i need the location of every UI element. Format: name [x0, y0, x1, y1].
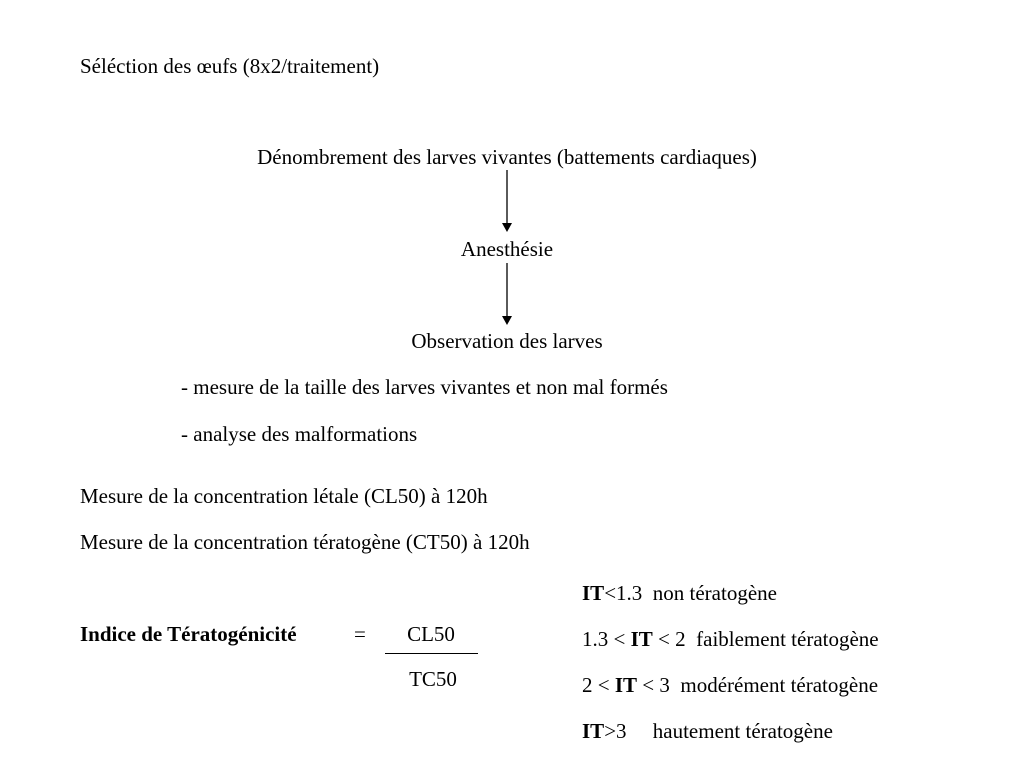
flow-step-anesthesia: Anesthésie	[460, 237, 554, 261]
index-label: Indice de Tératogénicité	[80, 622, 297, 646]
fraction-line	[385, 653, 478, 654]
arrow-down-icon	[500, 263, 514, 327]
classification-item: IT<1.3 non tératogène	[582, 581, 777, 605]
flow-step-observation: Observation des larves	[411, 329, 603, 353]
fraction-numerator: CL50	[407, 622, 455, 646]
measure-teratogenic: Mesure de la concentration tératogène (CT50) à 120h	[80, 530, 530, 554]
equals-sign: =	[354, 622, 366, 646]
classification-item: 1.3 < IT < 2 faiblement tératogène	[582, 627, 879, 651]
fraction-denominator: TC50	[409, 667, 457, 691]
observation-item: - analyse des malformations	[181, 422, 418, 446]
flow-step-counting: Dénombrement des larves vivantes (battements cardiaques)	[257, 145, 757, 169]
arrow-down-icon	[500, 170, 514, 234]
measure-lethal: Mesure de la concentration létale (CL50) à 120h	[80, 484, 488, 508]
classification-item: IT>3 hautement tératogène	[582, 719, 833, 743]
selection-text: Séléction des œufs (8x2/traitement)	[80, 54, 380, 78]
observation-item: - mesure de la taille des larves vivantes et non mal formés	[181, 375, 668, 399]
classification-item: 2 < IT < 3 modérément tératogène	[582, 673, 879, 697]
